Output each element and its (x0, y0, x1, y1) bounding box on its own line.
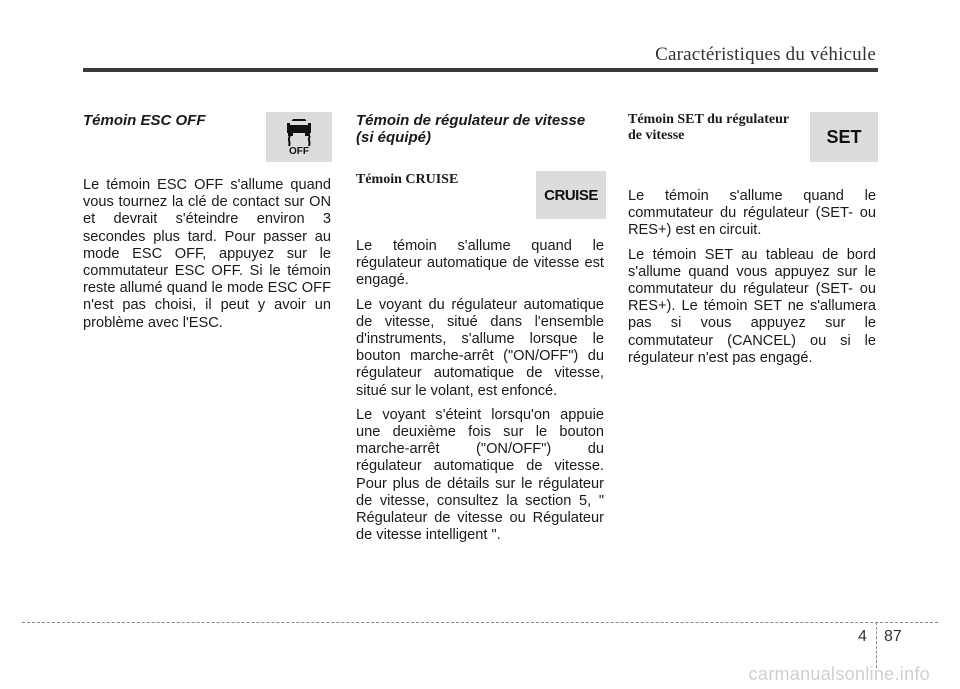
paragraph: Le témoin ESC OFF s'allume quand vous tournez la clé de contact sur ON et devrait s'éteindre environ 3 secondes plus tard. Pour passer au mode ESC OFF, appuyez sur le commutateur ESC OFF. Si le témoin reste allumé quand le mode ESC OFF n'est pas choisi, il peut y avoir un problème avec l'ESC. (83, 177, 331, 331)
esc-off-icon-label: OFF (289, 146, 309, 157)
section-title-line1: Témoin de régulateur de vitesse (356, 112, 586, 129)
section-title-set (628, 112, 808, 144)
paragraph: Le voyant s'éteint lorsqu'on appuie une deuxième fois sur le bouton marche-arrêt ("ON/OFF") du régulateur automatique de vitesse. Pour plus de détails sur le régulateur de vitesse, consultez la section 5, " Régulateur de vitesse ou Régulateur de vitesse intelligent ". (356, 406, 604, 544)
esc-off-icon-box (266, 112, 332, 162)
paragraph: Le témoin s'allume quand le commutateur du régulateur (SET- ou RES+) est en circuit. (628, 188, 876, 239)
set-icon-label: SET (826, 126, 862, 147)
set-icon-box (810, 112, 878, 162)
section-title-cruise (356, 112, 601, 146)
watermark: carmanualsonline.info (748, 664, 930, 684)
footer-rule (22, 622, 938, 623)
page-number: 87 (884, 628, 902, 645)
page-header-title: Caractéristiques du véhicule (655, 44, 876, 65)
section-title-line1: Témoin SET du régulateur (628, 112, 790, 127)
chapter-number: 4 (858, 628, 867, 645)
header-rule (83, 68, 878, 72)
subtitle-cruise: Témoin CRUISE (356, 172, 459, 187)
cruise-icon-box (536, 171, 606, 219)
paragraph: Le témoin SET au tableau de bord s'allume quand vous appuyez sur le commutateur du régulateur (SET- ou RES+). Le témoin SET ne s'allumera pas si vous appuyez sur le commutateur (CANCEL) ou si le régulateur n'est pas engagé. (628, 246, 876, 366)
paragraph: Le témoin s'allume quand le régulateur automatique de vitesse est engagé. (356, 238, 604, 289)
esc-off-car-skid-icon (281, 117, 317, 147)
section-title-esc-off: Témoin ESC OFF (83, 112, 206, 129)
section-title-line2: de vitesse (628, 128, 685, 143)
footer-vertical-rule (876, 622, 877, 668)
cruise-icon-label: CRUISE (544, 186, 598, 204)
section-title-line2: (si équipé) (356, 129, 432, 146)
paragraph: Le voyant du régulateur automatique de vitesse, situé dans l'ensemble d'instruments, s'allume lorsque le bouton marche-arrêt ("ON/OFF") du régulateur automatique de vitesse, situé sur le volant, est enfoncé. (356, 296, 604, 399)
